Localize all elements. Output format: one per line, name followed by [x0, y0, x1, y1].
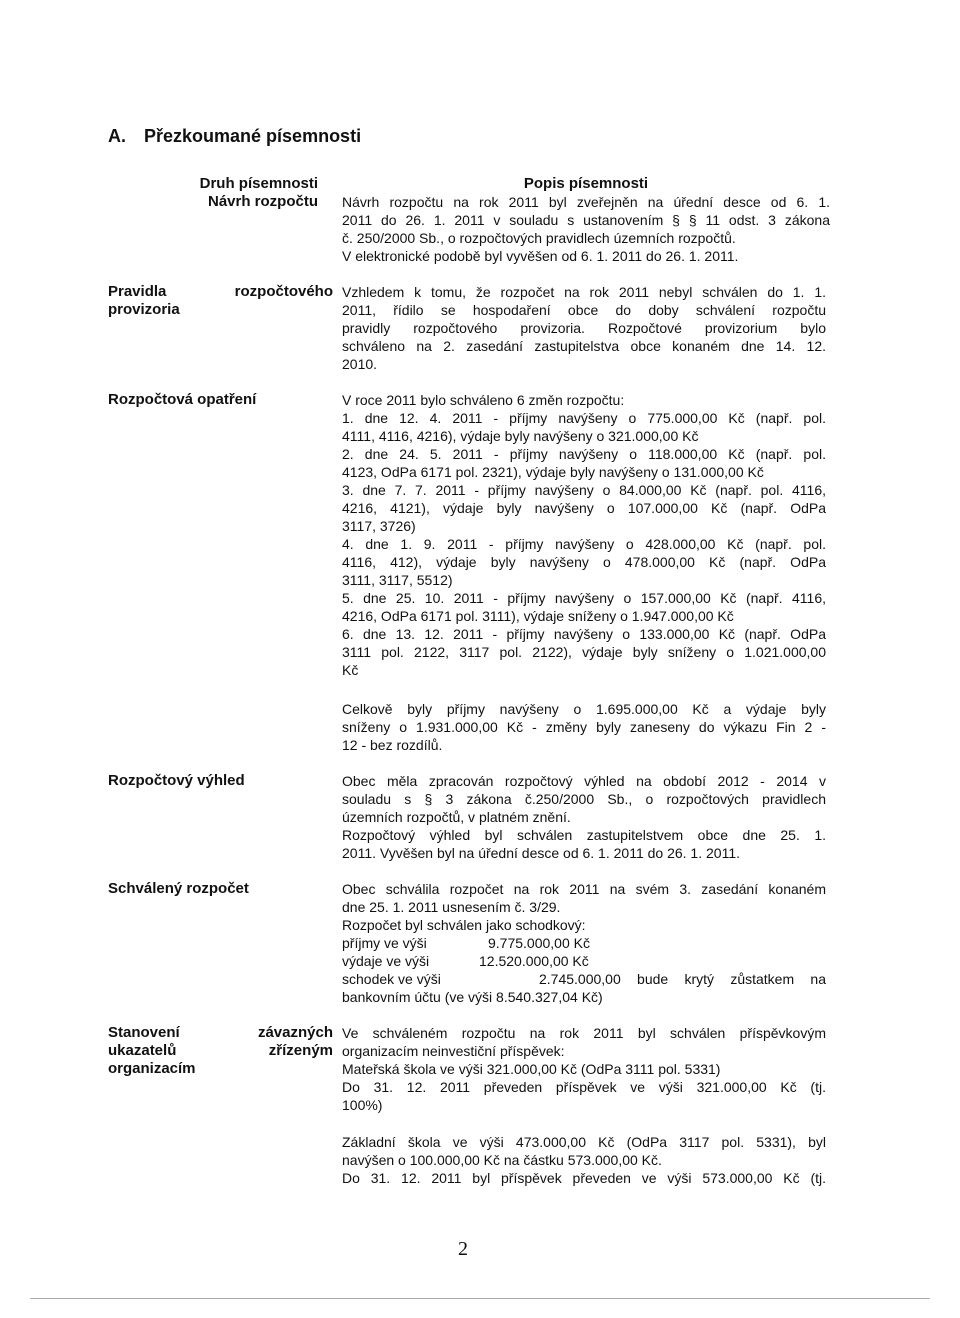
text-line: 2011, řídilo se hospodaření obce do doby schválení rozpočtu	[342, 302, 826, 318]
text-line: Ve schváleném rozpočtu na rok 2011 byl schválen příspěvkovým	[342, 1025, 826, 1041]
deficit-label: schodek ve výši	[342, 971, 441, 987]
label-line: Stanovení závazných	[108, 1024, 333, 1041]
text-line: 1. dne 12. 4. 2011 - příjmy navýšeny o 775.000,00 Kč (např. pol.	[342, 410, 826, 426]
text-line: 2. dne 24. 5. 2011 - příjmy navýšeny o 118.000,00 Kč (např. pol.	[342, 446, 826, 462]
text-line: Obec schválila rozpočet na rok 2011 na svém 3. zasedání konaném	[342, 881, 826, 897]
label-line: Pravidla rozpočtového	[108, 283, 333, 300]
amount-label: výdaje ve výši	[342, 953, 430, 969]
text-line: bankovním účtu (ve výši 8.540.327,04 Kč)	[342, 989, 603, 1005]
text-line: 3111 pol. 2122, 3117 pol. 2122), výdaje byly sníženy o 1.021.000,00	[342, 644, 826, 660]
row-text-provizorium	[342, 283, 826, 373]
text-line: Vzhledem k tomu, že rozpočet na rok 2011 nebyl schválen do 1. 1.	[342, 284, 826, 300]
text-line: 3117, 3726)	[342, 518, 416, 534]
amount-line	[342, 934, 826, 952]
right-column	[342, 175, 830, 265]
text-line: 4111, 4116, 4216), výdaje byly navýšeny o 321.000,00 Kč	[342, 428, 699, 444]
column-header-description: Popis písemnosti	[523, 175, 649, 192]
text-line: 12 - bez rozdílů.	[342, 737, 443, 753]
text-line: Celkově byly příjmy navýšeny o 1.695.000,00 Kč a výdaje byly	[342, 701, 826, 717]
row-label-schvaleny: Schválený rozpočet	[108, 880, 249, 897]
row-text-ukazatele	[342, 1024, 826, 1114]
bottom-rule	[30, 1298, 930, 1299]
row-label-ukazatele	[108, 1024, 333, 1078]
text-line: Obec měla zpracován rozpočtový výhled na období 2012 - 2014 v	[342, 773, 826, 789]
row-label-provizorium	[108, 283, 333, 319]
opatreni-summary	[342, 700, 826, 754]
text-line: Návrh rozpočtu na rok 2011 byl zveřejněn na úřední desce od 6. 1.	[342, 194, 830, 210]
text-line: 4116, 412), výdaje byly navýšeny o 478.000,00 Kč (např. OdPa	[342, 554, 826, 570]
amount-value: 9.775.000,00 Kč	[488, 935, 590, 951]
section-letter: A.	[108, 126, 126, 146]
label-line: ukazatelů zřízeným	[108, 1042, 333, 1059]
row-label-vyhled: Rozpočtový výhled	[108, 772, 245, 789]
text-line: 100%)	[342, 1097, 383, 1113]
text-line: 2010.	[342, 356, 378, 372]
text-line: sníženy o 1.931.000,00 Kč - změny byly zaneseny do výkazu Fin 2 -	[342, 719, 826, 735]
row-label-navrh: Návrh rozpočtu	[207, 193, 318, 210]
row-text-schvaleny	[342, 880, 826, 1006]
page-number: 2	[458, 1238, 468, 1260]
amount-line	[342, 952, 826, 970]
text-line: organizacím neinvestiční příspěvek:	[342, 1043, 565, 1059]
column-header-type: Druh písemnosti	[199, 175, 318, 192]
amount-value: 12.520.000,00 Kč	[479, 953, 589, 969]
text-line: V roce 2011 bylo schváleno 6 změn rozpočtu:	[342, 392, 625, 408]
text-line: 3111, 3117, 5512)	[342, 572, 453, 588]
deficit-value: 2.745.000,00 bude krytý zůstatkem na	[539, 971, 826, 987]
row-text-vyhled	[342, 772, 826, 862]
text-line: 4. dne 1. 9. 2011 - příjmy navýšeny o 428.000,00 Kč (např. pol.	[342, 536, 826, 552]
text-line: 5. dne 25. 10. 2011 - příjmy navýšeny o 157.000,00 Kč (např. 4116,	[342, 590, 826, 606]
text-line: navýšen o 100.000,00 Kč na částku 573.000,00 Kč.	[342, 1152, 662, 1168]
text-line: Do 31. 12. 2011 převeden příspěvek ve výši 321.000,00 Kč (tj.	[342, 1079, 826, 1095]
row-text-opatreni	[342, 391, 826, 679]
deficit-line	[342, 970, 826, 988]
row-text-ukazatele-zs	[342, 1133, 826, 1187]
text-line: 2011. Vyvěšen byl na úřední desce od 6. 1. 2011 do 26. 1. 2011.	[342, 845, 740, 861]
amount-label: příjmy ve výši	[342, 935, 427, 951]
text-line: Rozpočtový výhled byl schválen zastupitelstvem obce dne 25. 1.	[342, 827, 826, 843]
text-line: 6. dne 13. 12. 2011 - příjmy navýšeny o 133.000,00 Kč (např. OdPa	[342, 626, 826, 642]
text-line: 2011 do 26. 1. 2011 v souladu s ustanovením § § 11 odst. 3 zákona	[342, 212, 830, 228]
text-line: Do 31. 12. 2011 byl příspěvek převeden ve výši 573.000,00 Kč (tj.	[342, 1170, 826, 1186]
text-line: 4123, OdPa 6171 pol. 2321), výdaje byly navýšeny o 131.000,00 Kč	[342, 464, 764, 480]
text-line: pravidly rozpočtového provizoria. Rozpočtové provizorium bylo	[342, 320, 826, 336]
text-line: 4216, OdPa 6171 pol. 3111), výdaje sníženy o 1.947.000,00 Kč	[342, 608, 734, 624]
text-line: V elektronické podobě byl vyvěšen od 6. 1. 2011 do 26. 1. 2011.	[342, 248, 739, 264]
section-title: Přezkoumané písemnosti	[144, 126, 362, 146]
text-line: 4216, 4121), výdaje byly navýšeny o 107.000,00 Kč (např. OdPa	[342, 500, 826, 516]
text-line: územních rozpočtů, v platném znění.	[342, 809, 571, 825]
text-line: dne 25. 1. 2011 usnesením č. 3/29.	[342, 899, 561, 915]
text-line: Mateřská škola ve výši 321.000,00 Kč (OdPa 3111 pol. 5331)	[342, 1061, 721, 1077]
text-line: souladu s § 3 zákona č.250/2000 Sb., o rozpočtových pravidlech	[342, 791, 826, 807]
text-line: Rozpočet byl schválen jako schodkový:	[342, 917, 586, 933]
label-line: provizoria	[108, 301, 180, 318]
text-line: Kč	[342, 662, 359, 678]
label-line: organizacím	[108, 1060, 196, 1077]
left-column	[108, 175, 318, 211]
text-line: 3. dne 7. 7. 2011 - příjmy navýšeny o 84.000,00 Kč (např. pol. 4116,	[342, 482, 826, 498]
row-label-opatreni: Rozpočtová opatření	[108, 391, 257, 408]
text-line: schváleno na 2. zasedání zastupitelstva obce konaném dne 14. 12.	[342, 338, 826, 354]
section-heading	[108, 126, 361, 147]
text-line: Základní škola ve výši 473.000,00 Kč (OdPa 3117 pol. 5331), byl	[342, 1134, 826, 1150]
text-line: č. 250/2000 Sb., o rozpočtových pravidlech územních rozpočtů.	[342, 230, 736, 246]
